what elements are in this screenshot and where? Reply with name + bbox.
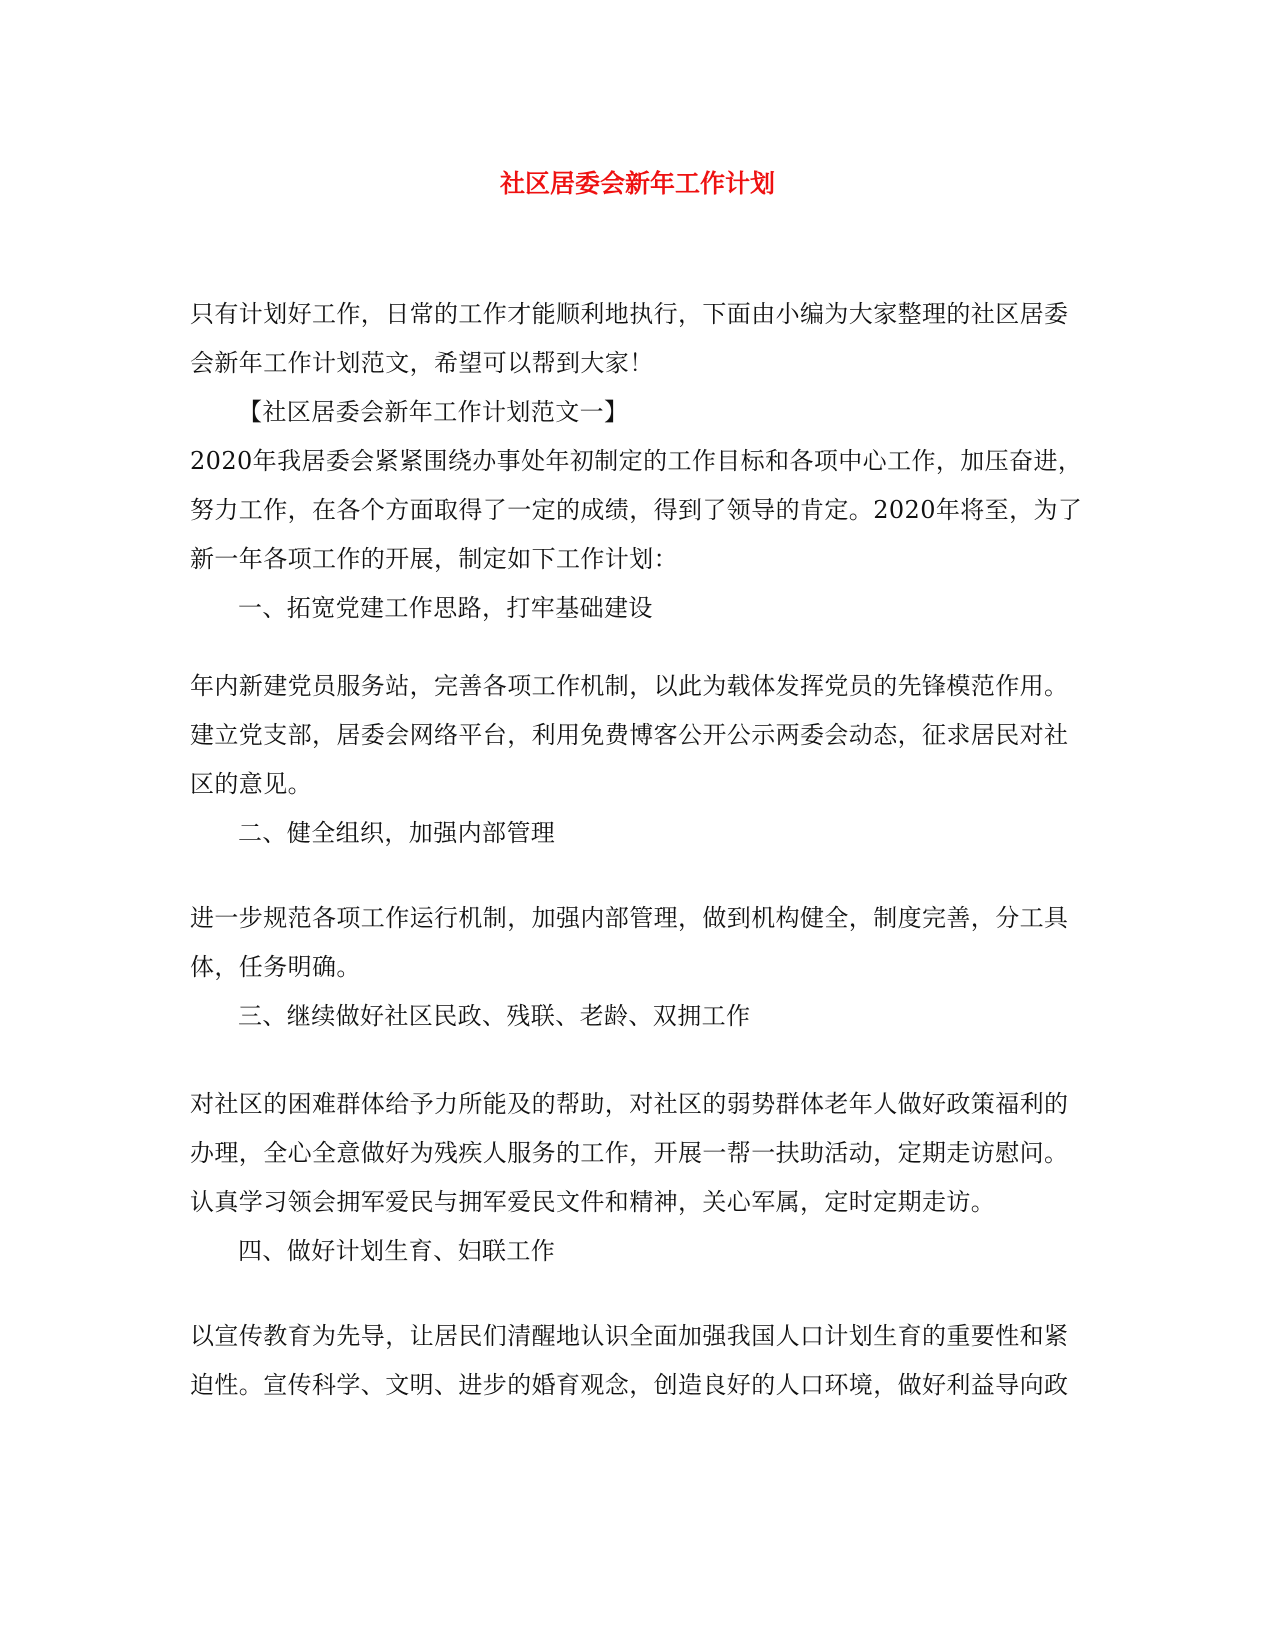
section-4-body: [190, 1312, 1090, 1410]
intro-line: 只有计划好工作，日常的工作才能顺利地执行，下面由小编为大家整理的社区居委: [190, 300, 1069, 328]
opening-line: 努力工作，在各个方面取得了一定的成绩，得到了领导的肯定。2020年将至，为了: [190, 496, 1083, 524]
intro-line: 会新年工作计划范文，希望可以帮到大家！: [190, 349, 654, 377]
section-heading: 四、做好计划生育、妇联工作: [238, 1237, 556, 1265]
section-line: 年内新建党员服务站，完善各项工作机制，以此为载体发挥党员的先锋模范作用。: [190, 672, 1069, 700]
intro-paragraph: [190, 290, 1090, 633]
section-line: 对社区的困难群体给予力所能及的帮助，对社区的弱势群体老年人做好政策福利的: [190, 1090, 1069, 1118]
section-line: 建立党支部，居委会网络平台，利用免费博客公开公示两委会动态，征求居民对社: [190, 721, 1069, 749]
opening-line: 2020年我居委会紧紧围绕办事处年初制定的工作目标和各项中心工作，加压奋进，: [190, 447, 1083, 475]
opening-line: 新一年各项工作的开展，制定如下工作计划：: [190, 545, 678, 573]
section-line: 办理，全心全意做好为残疾人服务的工作，开展一帮一扶助活动，定期走访慰问。: [190, 1139, 1069, 1167]
section-line: 以宣传教育为先导，让居民们清醒地认识全面加强我国人口计划生育的重要性和紧: [190, 1322, 1069, 1350]
section-heading: 三、继续做好社区民政、残联、老龄、双拥工作: [238, 1002, 751, 1030]
section-2-body: [190, 894, 1090, 1041]
section-line: 区的意见。: [190, 770, 312, 798]
sample-heading: 【社区居委会新年工作计划范文一】: [238, 398, 629, 426]
section-line: 进一步规范各项工作运行机制，加强内部管理，做到机构健全，制度完善，分工具: [190, 904, 1069, 932]
section-line: 体，任务明确。: [190, 953, 361, 981]
section-heading: 二、健全组织，加强内部管理: [238, 819, 556, 847]
section-heading: 一、拓宽党建工作思路，打牢基础建设: [238, 594, 653, 622]
section-3-body: [190, 1080, 1090, 1276]
section-line: 迫性。宣传科学、文明、进步的婚育观念，创造良好的人口环境，做好利益导向政: [190, 1371, 1069, 1399]
document-title: 社区居委会新年工作计划: [499, 169, 775, 198]
section-line: 认真学习领会拥军爱民与拥军爱民文件和精神，关心军属，定时定期走访。: [190, 1188, 996, 1216]
section-1-body: [190, 662, 1090, 858]
